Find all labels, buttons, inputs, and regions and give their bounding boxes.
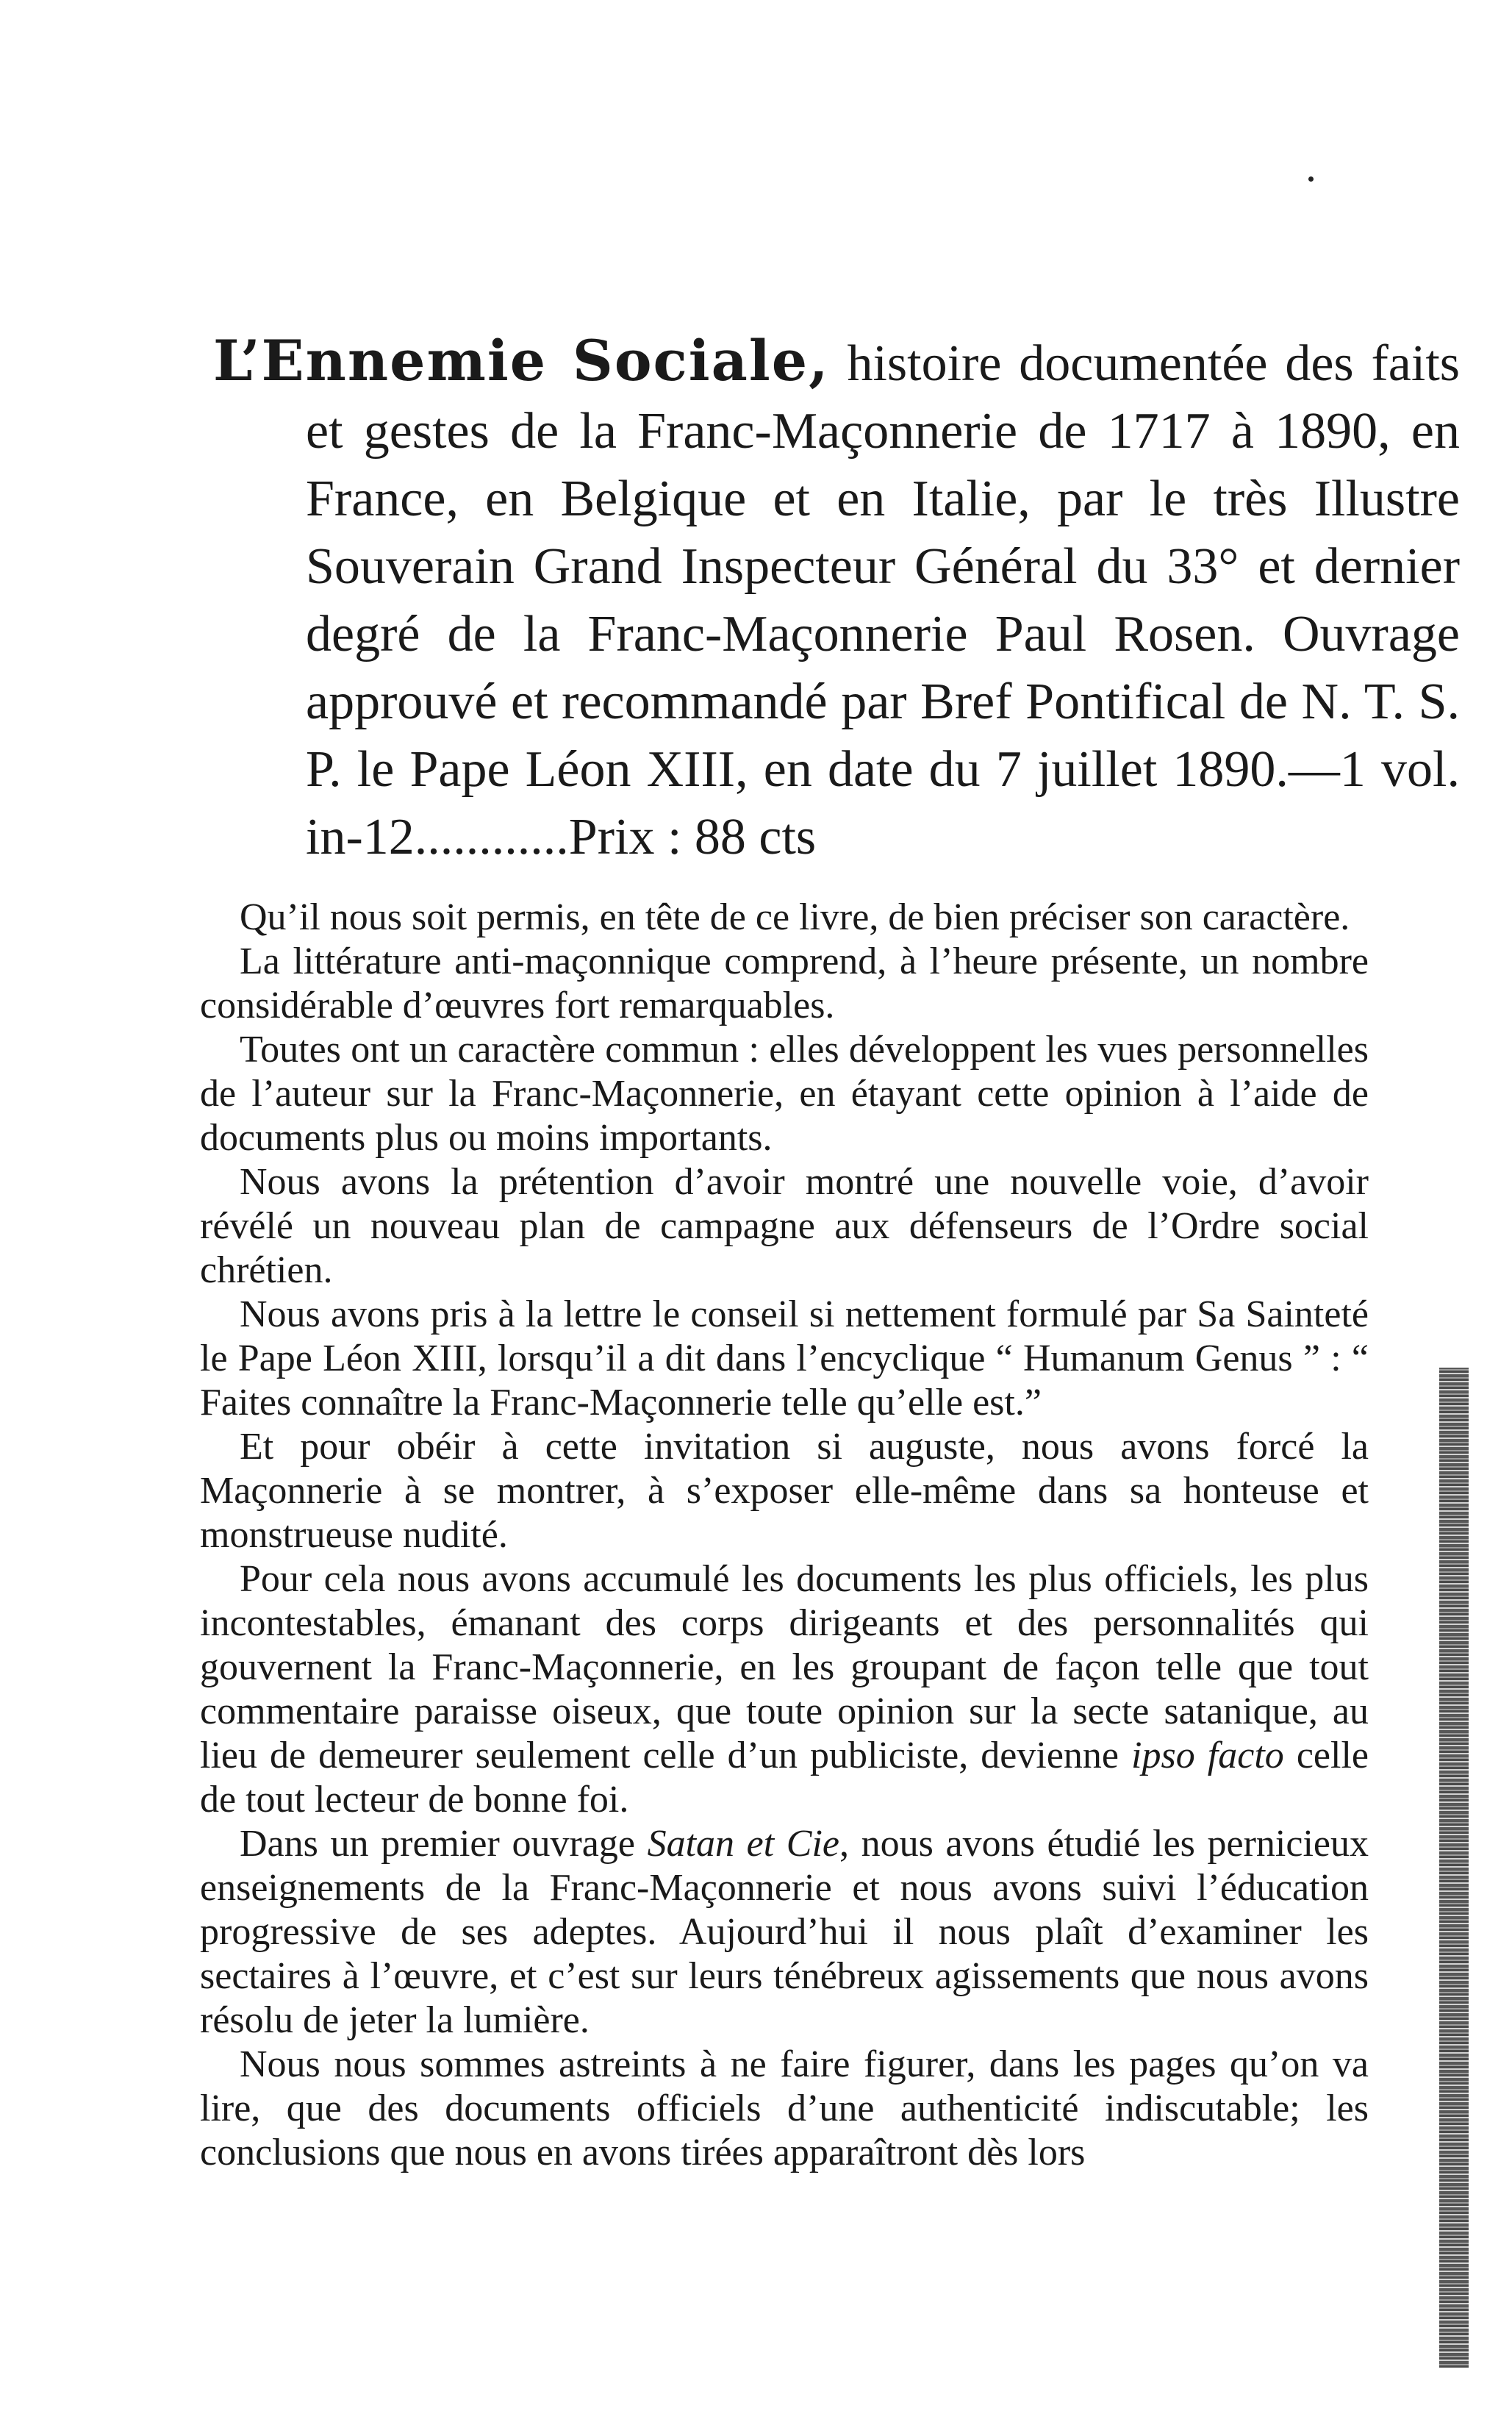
body-text <box>200 896 1369 2175</box>
text-run: Dans un premier ouvrage <box>240 1823 648 1865</box>
ink-speck <box>1308 176 1314 182</box>
text-run: , nous avons étudié les pernicieux enseignements de la Franc-Maçonnerie et nous avons suivi l’éducation progressive de ses adeptes. Aujourd’hui il nous plaît d’examiner les sectaires à l’œuvre, et c’est sur leurs ténébreux agissements que nous avons résolu de jeter la lumière. <box>200 1823 1369 2041</box>
entry-title: L’Ennemie Sociale, <box>213 328 830 393</box>
paragraph <box>200 1822 1369 2043</box>
page-edge-strip <box>1439 1368 1469 2368</box>
text-run: celle de tout lecteur de bonne foi. <box>200 1735 1369 1821</box>
paragraph: Qu’il nous soit permis, en tête de ce livre, de bien préciser son caractère. <box>240 896 1350 938</box>
paragraph: Nous avons pris à la lettre le conseil si nettement formulé par Sa Sainteté le Pape Léon XIII, lorsqu’il a dit dans l’encyclique “ Humanum Genus ” : “ Faites connaître la Franc-Maçonnerie telle qu’elle est.” <box>200 1293 1369 1424</box>
catalogue-entry <box>213 327 1460 871</box>
paragraph: Toutes ont un caractère commun : elles développent les vues personnelles de l’auteur sur la Franc-Maçonnerie, en étayant cette opinion à l’aide de documents plus ou moins importants. <box>200 1029 1369 1159</box>
entry-description: histoire documentée des faits et gestes de la Franc-Maçonnerie de 1717 à 1890, en France, en Belgique et en Italie, par le très Illustre Souverain Grand Inspecteur Général du 33° et dernier degré de la Franc-Maçonnerie Paul Rosen. Ouvrage approuvé et recommandé par Bref Pontifical de N. T. S. P. le Pape Léon XIII, en date du 7 juillet 1890.—1 vol. in-12............Prix : 88 cts <box>306 335 1461 865</box>
paragraph <box>200 1557 1369 1822</box>
italic-run: Satan et Cie <box>647 1823 840 1865</box>
paragraph: La littérature anti-maçonnique comprend, à l’heure présente, un nombre considérable d’œuvres fort remarquables. <box>200 940 1369 1026</box>
italic-run: ipso facto <box>1131 1735 1284 1776</box>
paragraph: Nous nous sommes astreints à ne faire figurer, dans les pages qu’on va lire, que des documents officiels d’une authenticité indiscutable; les conclusions que nous en avons tirées apparaîtront dès lors <box>200 2043 1369 2174</box>
text-run: Pour cela nous avons accumulé les documents les plus officiels, les plus incontestables, émanant des corps dirigeants et des personnalités qui gouvernent la Franc-Maçonnerie, en les groupant de façon telle que tout commentaire paraisse oiseux, que toute opinion sur la secte satanique, au lieu de demeurer seulement celle d’un publiciste, devienne <box>200 1558 1369 1776</box>
paragraph: Et pour obéir à cette invitation si auguste, nous avons forcé la Maçonnerie à se montrer, à s’exposer elle-même dans sa honteuse et monstrueuse nudité. <box>200 1426 1369 1556</box>
paragraph: Nous avons la prétention d’avoir montré une nouvelle voie, d’avoir révélé un nouveau plan de campagne aux défenseurs de l’Ordre social chrétien. <box>200 1161 1369 1291</box>
